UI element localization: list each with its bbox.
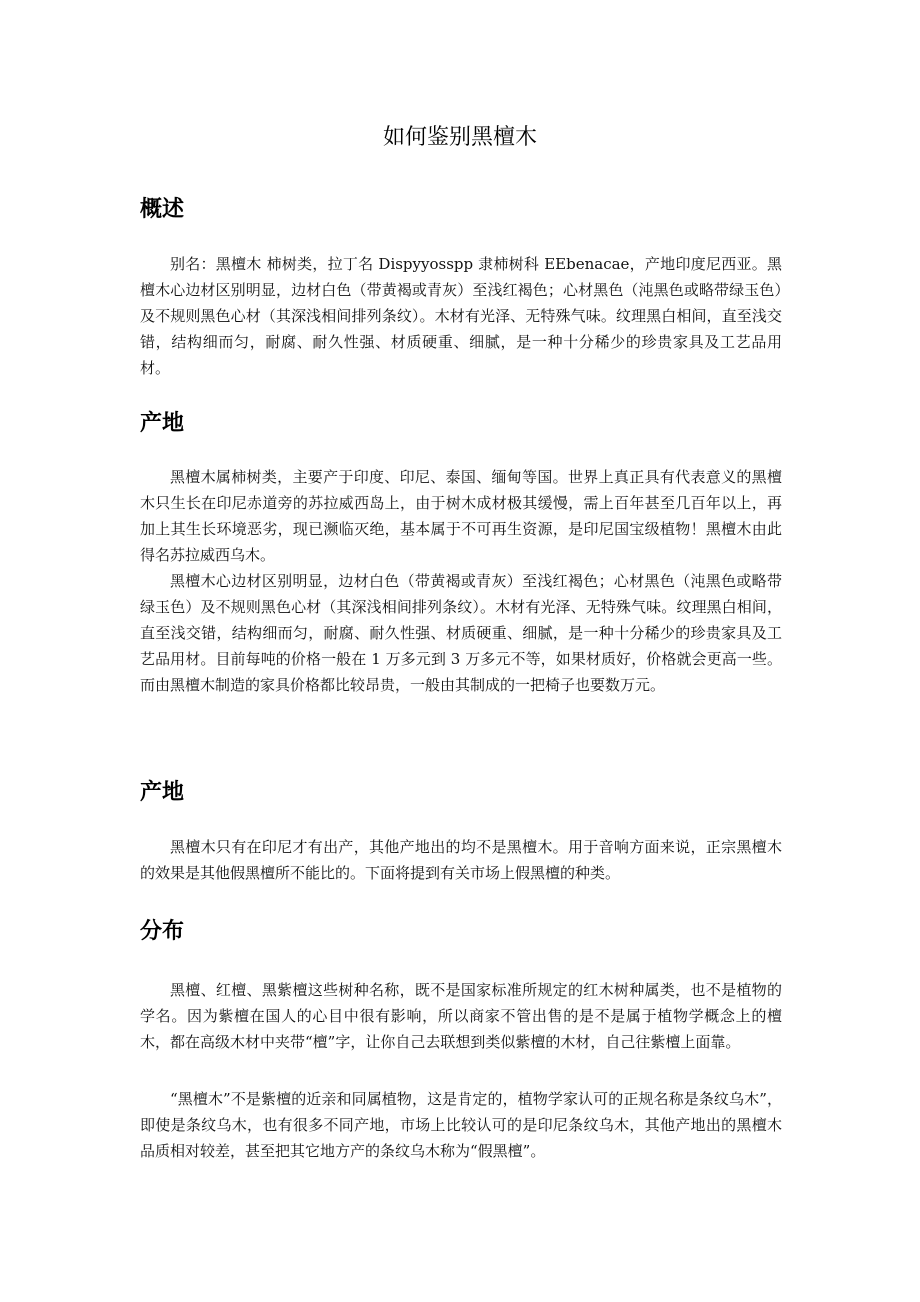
section-heading-origin: 产地 [140,411,185,436]
paragraph: 黑檀木属柿树类，主要产于印度、印尼、泰国、缅甸等国。世界上真正具有代表意义的黑檀木只生长在印尼赤道旁的苏拉威西岛上，由于树木成材极其缓慢，需上百年甚至几百年以上，再加上其生长环境恶劣，现已濒临灭绝，基本属于不可再生资源，是印尼国宝级植物！黑檀木由此得名苏拉威西乌木。 [140,468,782,564]
paragraph: 别名：黑檀木 柿树类，拉丁名 Dispyyosspp 隶柿树科 EEbenacae，产地印度尼西亚。黑檀木心边材区别明显，边材白色（带黄褐或青灰）至浅红褐色；心材黑色（沌黑色或略带绿玉色）及不规则黑色心材（其深浅相间排列条纹）。木材有光泽、无特殊气味。纹理黑白相间，直至浅交错，结构细而匀，耐腐、耐久性强、材质硬重、细腻，是一种十分稀少的珍贵家具及工艺品用材。 [140,255,782,377]
section-heading-origin-2: 产地 [140,780,185,805]
document-title: 如何鉴别黑檀木 [382,125,537,150]
section-heading-distribution: 分布 [140,919,185,944]
paragraph: 黑檀木心边材区别明显，边材白色（带黄褐或青灰）至浅红褐色；心材黑色（沌黑色或略带绿玉色）及不规则黑色心材（其深浅相间排列条纹）。木材有光泽、无特殊气味。纹理黑白相间，直至浅交错，结构细而匀，耐腐、耐久性强、材质硬重、细腻，是一种十分稀少的珍贵家具及工艺品用材。目前每吨的价格一般在 1 万多元到 3 万多元不等，如果材质好，价格就会更高一些。而由黑檀木制造的家具价格都比较昂贵，一般由其制成的一把椅子也要数万元。 [140,572,782,694]
paragraph: 黑檀木只有在印尼才有出产，其他产地出的均不是黑檀木。用于音响方面来说，正宗黑檀木的效果是其他假黑檀所不能比的。下面将提到有关市场上假黑檀的种类。 [140,838,782,882]
paragraph: 黑檀、红檀、黑紫檀这些树种名称，既不是国家标准所规定的红木树种属类，也不是植物的学名。因为紫檀在国人的心目中很有影响，所以商家不管出售的是不是属于植物学概念上的檀木，都在高级木材中夹带“檀”字，让你自己去联想到类似紫檀的木材，自己往紫檀上面靠。 [140,981,782,1051]
section-heading-overview: 概述 [140,197,185,222]
paragraph: “黑檀木”不是紫檀的近亲和同属植物，这是肯定的，植物学家认可的正规名称是条纹乌木”，即使是条纹乌木，也有很多不同产地，市场上比较认可的是印尼条纹乌木，其他产地出的黑檀木品质相对较差，甚至把其它地方产的条纹乌木称为“假黑檀”。 [140,1090,782,1160]
